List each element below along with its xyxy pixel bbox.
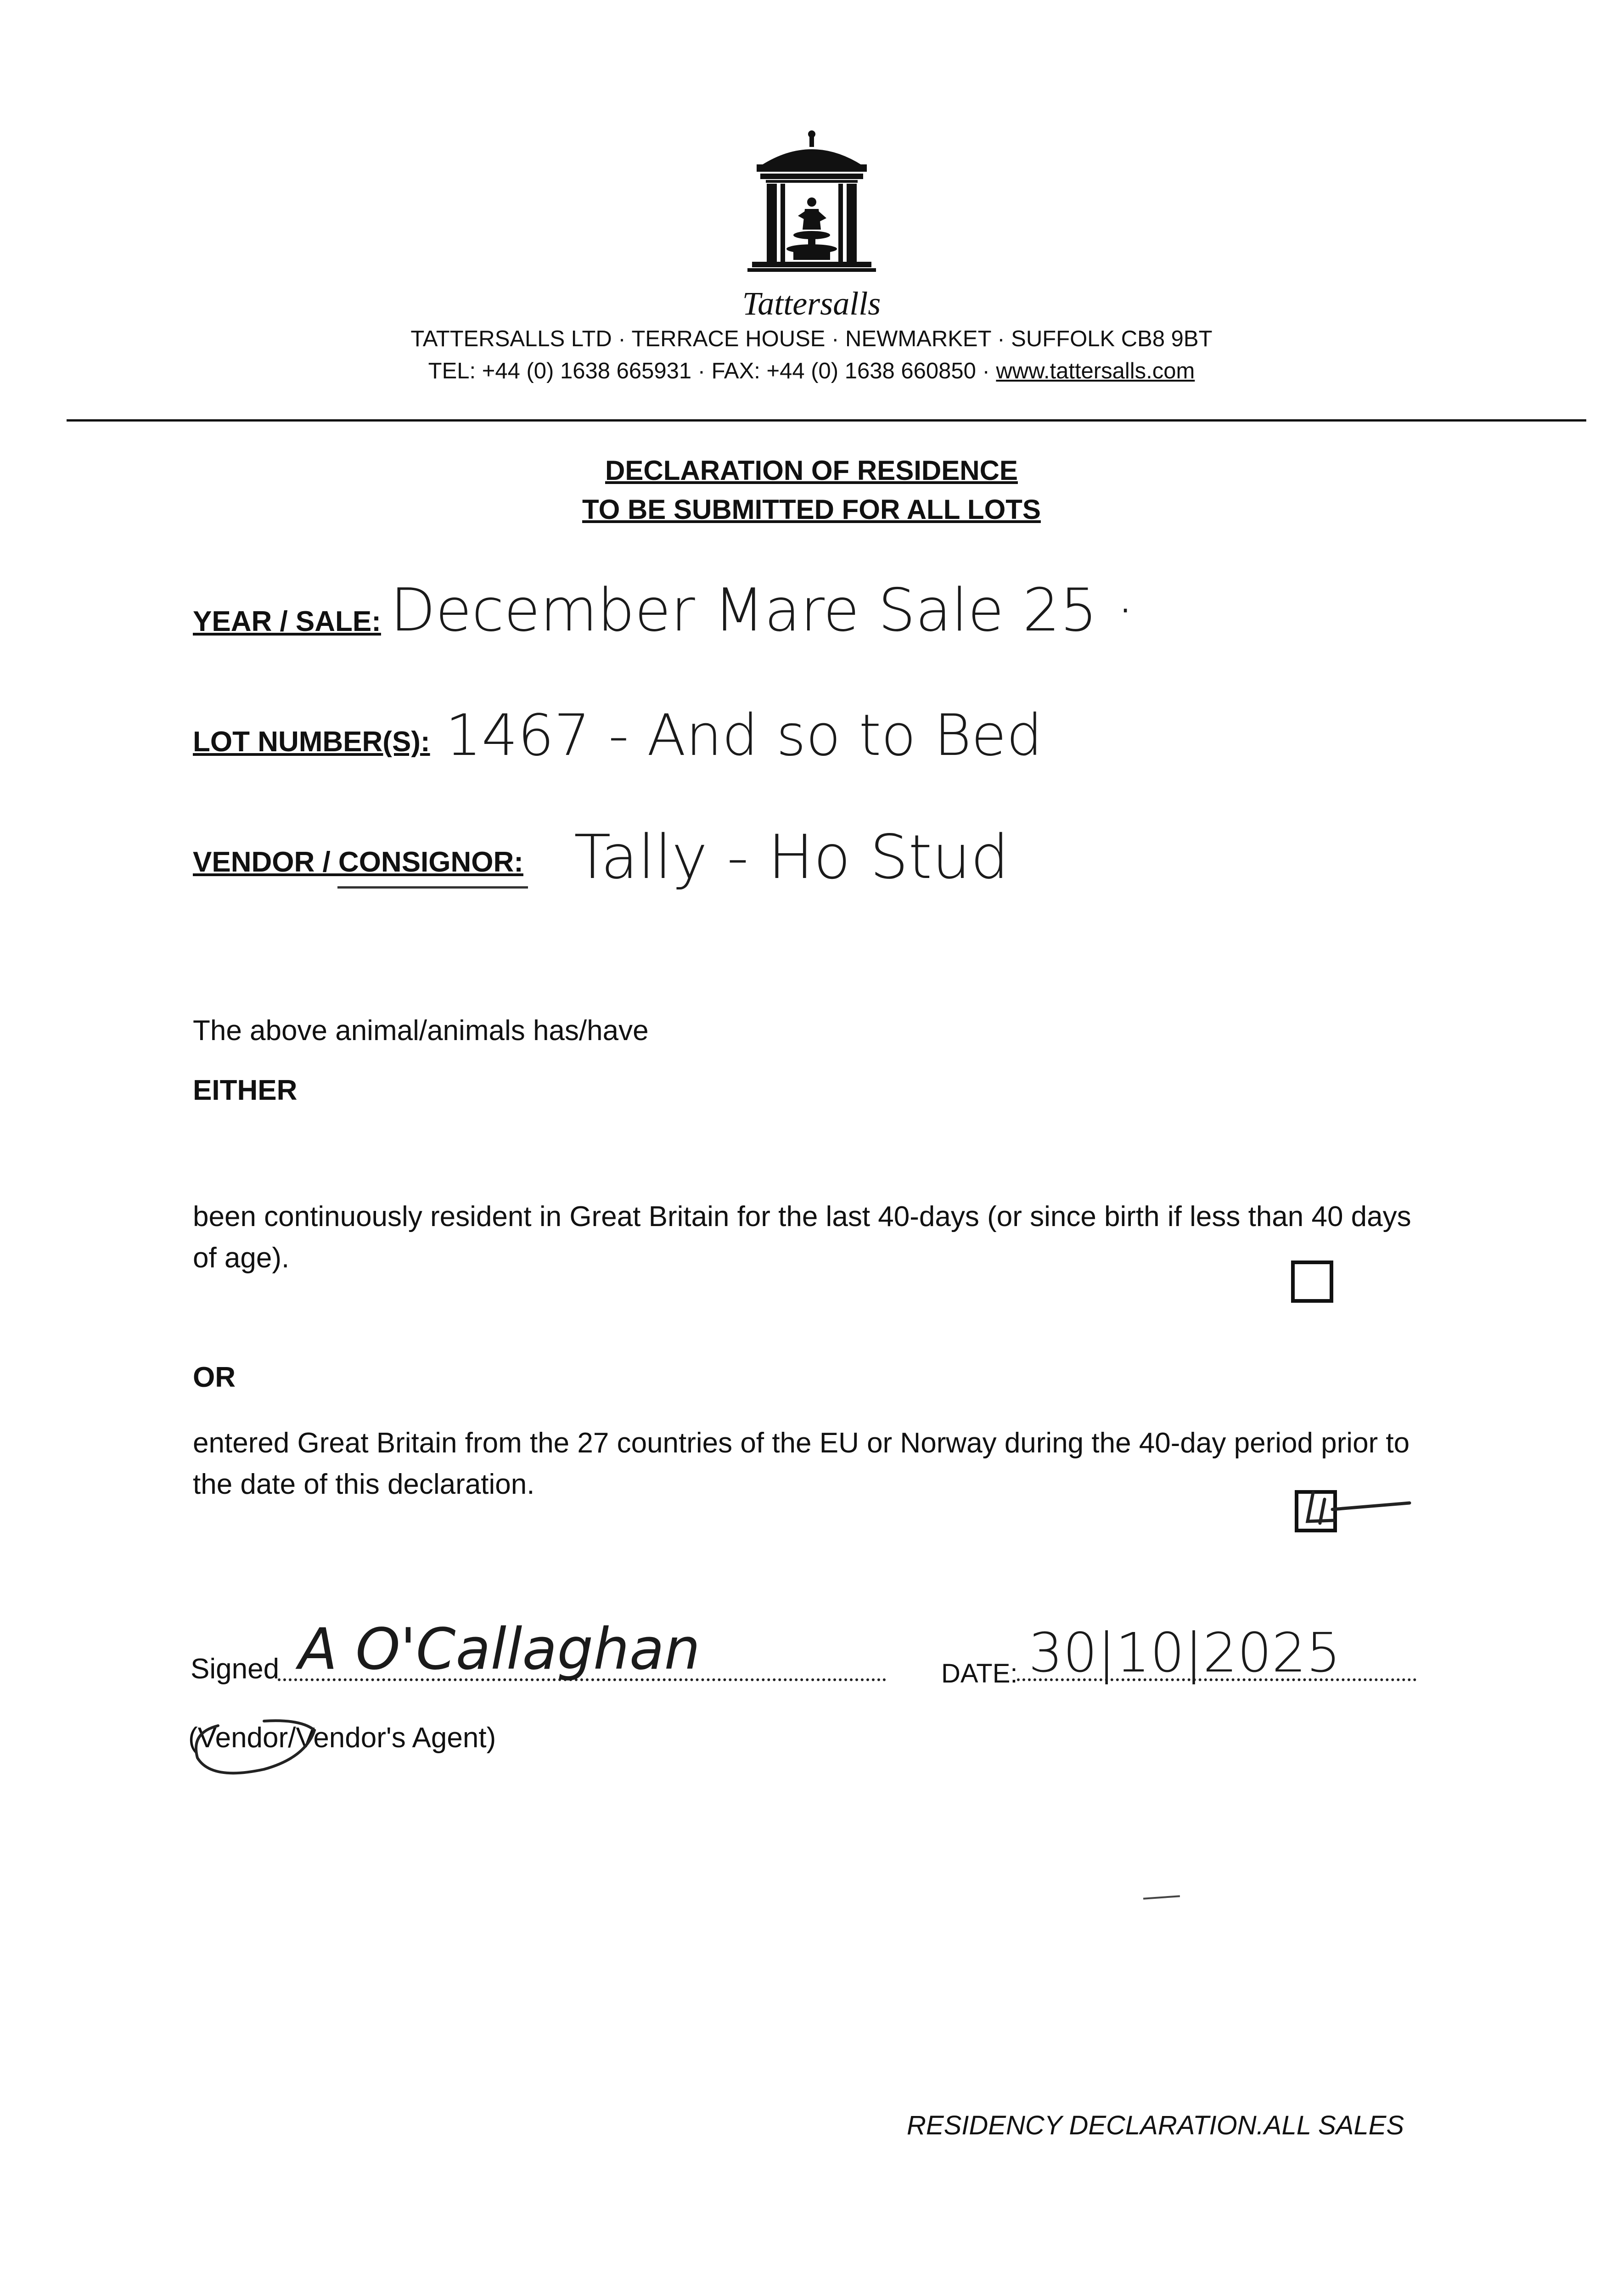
date-value[interactable]: 30|10|2025 (1028, 1621, 1341, 1684)
date-label: DATE: (941, 1659, 1018, 1688)
year-sale-label: YEAR / SALE: (193, 606, 381, 637)
role-open-paren: ( (188, 1722, 198, 1754)
rotunda-statue-logo (743, 129, 881, 280)
intro-text: The above animal/animals has/have (193, 1015, 649, 1047)
or-label: OR (193, 1362, 236, 1393)
header-divider (67, 419, 1586, 422)
signature-value[interactable]: A O'Callaghan (298, 1616, 701, 1683)
vendor-consignor-value[interactable]: Tally - Ho Stud (574, 822, 1009, 893)
website-link[interactable]: www.tattersalls.com (996, 359, 1195, 383)
form-subtitle: TO BE SUBMITTED FOR ALL LOTS (582, 494, 1041, 525)
option1-text: been continuously resident in Great Britain for the last 40-days (or since birth if less than 40 days of age). (193, 1201, 1411, 1274)
option2-text: entered Great Britain from the 27 countries of the EU or Norway during the 40-day period prior to the date of this declaration. (193, 1427, 1410, 1500)
circle-mark-icon (186, 1712, 333, 1785)
option1-checkbox[interactable] (1291, 1261, 1333, 1303)
form-title: DECLARATION OF RESIDENCE (605, 455, 1018, 486)
address-line: TATTERSALLS LTD · TERRACE HOUSE · NEWMARKET · SUFFOLK CB8 9BT (410, 326, 1213, 351)
letterhead (0, 0, 1623, 413)
role-vendor-circled[interactable]: Vendor (197, 1722, 288, 1754)
year-sale-value[interactable]: December Mare Sale 25 · (390, 576, 1135, 645)
document-reference: RESIDENCY DECLARATION.ALL SALES (907, 2110, 1404, 2140)
signed-label: Signed (191, 1653, 280, 1685)
brand-name: Tattersalls (742, 285, 881, 322)
contact-line (0, 358, 1623, 384)
lot-number-label: LOT NUMBER(S): (193, 726, 430, 758)
lot-number-value[interactable]: 1467 - And so to Bed (445, 703, 1043, 769)
vendor-label-underline (337, 886, 528, 889)
vendor-consignor-label: VENDOR / CONSIGNOR: (193, 846, 523, 878)
either-label: EITHER (193, 1075, 298, 1106)
stray-mark (1143, 1895, 1180, 1900)
contact-numbers: TEL: +44 (0) 1638 665931 · FAX: +44 (0) 1638 660850 · (428, 359, 996, 383)
checkmark-icon (1299, 1481, 1419, 1536)
role-rest: /Vendor's Agent) (288, 1722, 496, 1754)
